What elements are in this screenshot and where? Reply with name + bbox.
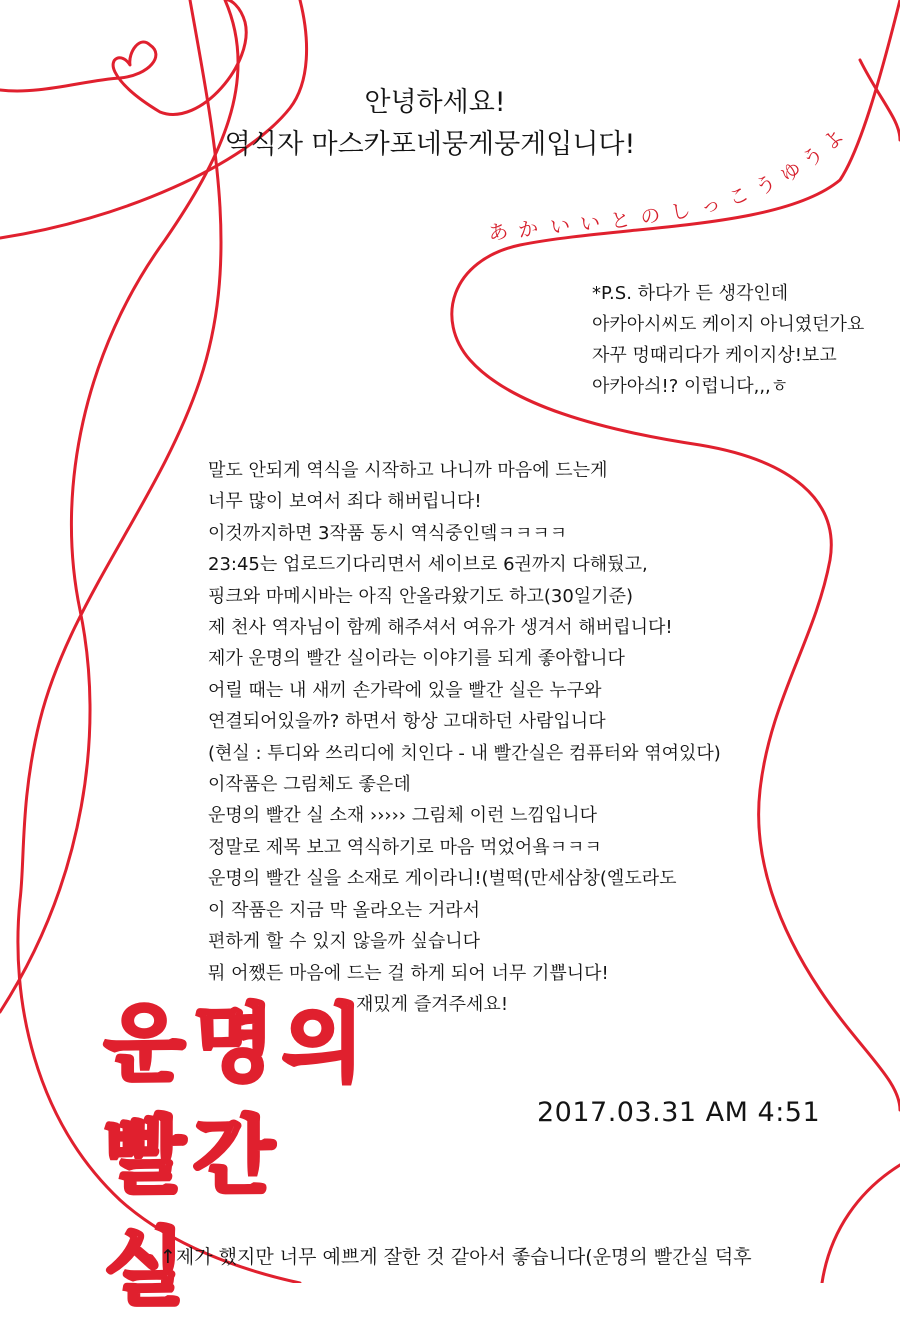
ps-line: 아카아시씨도 케이지 아니였던가요 xyxy=(592,314,865,335)
jp-char: こ xyxy=(724,181,753,211)
handwritten-title xyxy=(104,988,384,1324)
body-line: 이것까지하면 3작품 동시 역식중인뎈ㅋㅋㅋㅋ xyxy=(208,522,567,544)
jp-char: と xyxy=(608,206,633,234)
jp-char: よ xyxy=(817,124,849,156)
jp-char: う xyxy=(797,141,829,173)
jp-char: し xyxy=(667,196,693,226)
jp-char: う xyxy=(751,169,781,201)
greeting-line-2: 역식자 마스카포네뭉게뭉게입니다! xyxy=(224,128,636,160)
body-text xyxy=(208,455,828,1020)
jp-char: か xyxy=(516,215,540,243)
body-line: 23:45는 업로드기다리면서 세이브로 6권까지 다해뒀고, xyxy=(208,554,648,576)
body-line: 연결되어있을까? 하면서 항상 고대하던 사람입니다 xyxy=(208,711,606,733)
body-line: 정말로 제목 보고 역식하기로 마음 먹었어욬ㅋㅋㅋ xyxy=(208,836,602,858)
body-line: 너무 많이 보여서 죄다 해버립니다! xyxy=(208,491,482,513)
title-line-2: 빨간 실 xyxy=(104,1107,283,1317)
jp-char: っ xyxy=(697,190,724,220)
body-line: 제 천사 역자님이 함께 해주셔서 여유가 생겨서 해버립니다! xyxy=(208,617,673,639)
body-line: 뭐 어쨌든 마음에 드는 걸 하게 되어 너무 기쁩니다! xyxy=(208,962,609,984)
jp-char: の xyxy=(638,202,663,230)
body-line: 이작품은 그림체도 좋은데 xyxy=(208,774,411,796)
body-line: 운명의 빨간 실을 소재로 게이라니!(벌떡(만세삼창(엘도라도 xyxy=(208,868,677,890)
body-line: 어릴 때는 내 새끼 손가락에 있을 빨간 실은 누구와 xyxy=(208,679,602,701)
ps-line: 아카아싀!? 이럽니다,,,ㅎ xyxy=(592,376,789,397)
greeting-line-1: 안녕하세요! xyxy=(364,87,506,118)
jp-char: い xyxy=(578,209,602,237)
body-line: 운명의 빨간 실 소재 ››››› 그림체 이런 느낌입니다 xyxy=(208,805,598,827)
ps-note xyxy=(592,278,900,402)
body-line: 핑크와 마메시바는 아직 안올라왔기도 하고(30일기준) xyxy=(208,585,633,607)
title-line-1: 운명의 xyxy=(104,995,372,1093)
japanese-caption xyxy=(470,120,900,260)
closing-line: 재밌게 즐겨주세요! xyxy=(356,993,509,1015)
body-line: 이 작품은 지금 막 올라오는 거라서 xyxy=(208,899,481,921)
jp-char: ゆ xyxy=(775,156,806,188)
jp-char: あ xyxy=(486,218,510,246)
body-line: 편하게 할 수 있지 않을까 싶습니다 xyxy=(208,931,481,953)
body-line: 제가 운명의 빨간 실이라는 이야기를 되게 좋아합니다 xyxy=(208,648,625,670)
footer-note: ↑제가 했지만 너무 예쁘게 잘한 것 같아서 좋습니다(운명의 빨간실 덕후 xyxy=(160,1246,752,1268)
date-stamp: 2017.03.31 AM 4:51 xyxy=(537,1097,821,1128)
body-line: 말도 안되게 역식을 시작하고 나니까 마음에 드는게 xyxy=(208,460,608,481)
ps-line: *P.S. 하다가 든 생각인데 xyxy=(592,283,789,304)
jp-char: い xyxy=(548,212,572,240)
ps-line: 자꾸 멍때리다가 케이지상!보고 xyxy=(592,345,837,366)
body-line: (현실 : 투디와 쓰리디에 치인다 - 내 빨간실은 컴퓨터와 엮여있다) xyxy=(208,742,721,764)
